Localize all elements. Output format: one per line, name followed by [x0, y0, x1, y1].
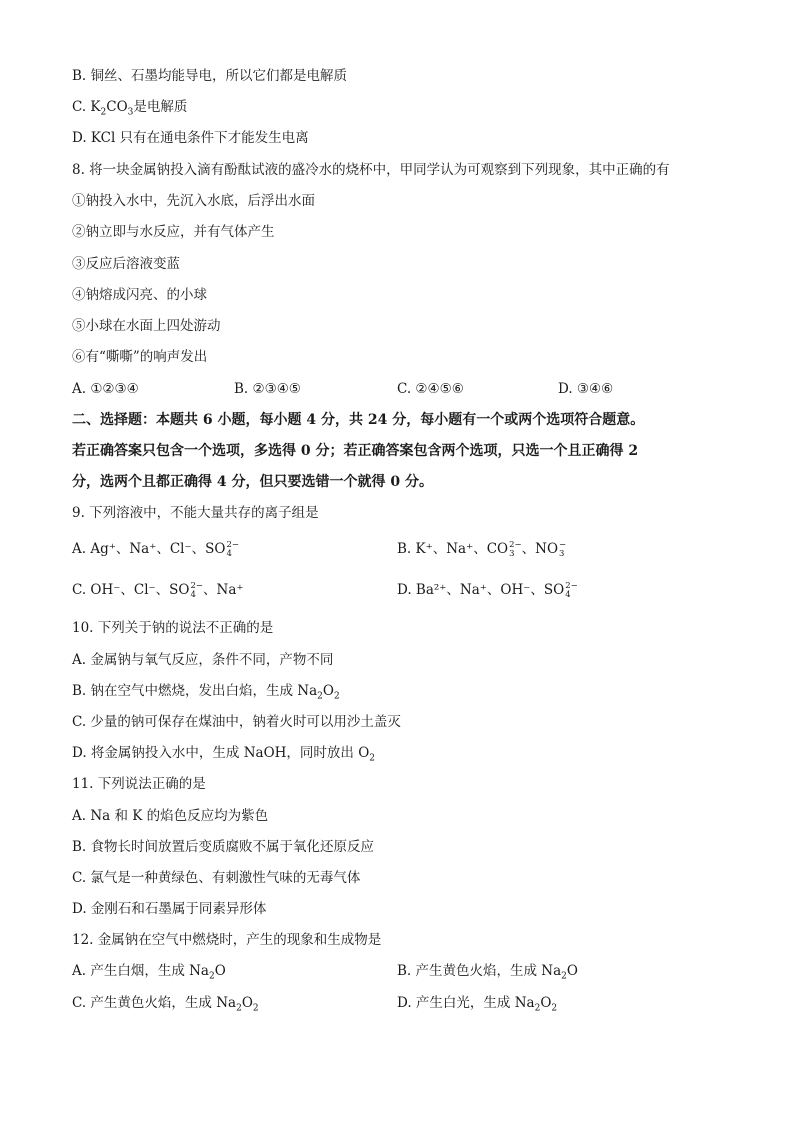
q9-option-b: B. K⁺、Na⁺、CO 2− 3 、NO − 3 — [397, 539, 567, 559]
section-2-line-2: 若正确答案只包含一个选项，多选得 0 分；若正确答案包含两个选项，只选一个且正确得 2 — [72, 443, 639, 459]
q8-item-3: ③反应后溶液变蓝 — [72, 256, 180, 272]
q11-option-b: B. 食物长时间放置后变质腐败不属于氧化还原反应 — [72, 839, 375, 855]
q9-option-c: C. OH⁻、Cl⁻、SO 2− 4 、Na⁺ — [72, 580, 244, 600]
q9-option-a: A. Ag⁺、Na⁺、Cl⁻、SO 2− 4 — [72, 539, 239, 559]
q10-option-b: B. 钠在空气中燃烧，发出白焰，生成 $Na_2O_2$ — [72, 683, 340, 702]
q11-option-a: A. Na 和 K 的焰色反应均为紫色 — [72, 808, 269, 824]
q8-item-5: ⑤小球在水面上四处游动 — [72, 318, 221, 334]
q9-option-d: D. Ba²⁺、Na⁺、OH⁻、SO 2− 4 — [397, 580, 578, 600]
q8-option-c: C. ②④⑤⑥ — [397, 381, 464, 397]
q8-item-1: ①钠投入水中，先沉入水底，后浮出水面 — [72, 193, 315, 209]
q11-option-d: D. 金刚石和石墨属于同素异形体 — [72, 901, 267, 917]
q11-option-c: C. 氯气是一种黄绿色、有刺激性气味的无毒气体 — [72, 870, 361, 886]
q10-option-a: A. 金属钠与氧气反应，条件不同，产物不同 — [72, 652, 334, 668]
q9-stem: 9. 下列溶液中，不能大量共存的离子组是 — [72, 505, 319, 521]
q8-item-6: ⑥有“嘶嘶”的响声发出 — [72, 349, 208, 365]
q8-option-b: B. ②③④⑤ — [234, 381, 301, 397]
section-2-line-3: 分，选两个且都正确得 4 分，但只要选错一个就得 0 分。 — [72, 474, 433, 490]
q12-option-d: D. 产生白光，生成 $Na_2O_2$ — [397, 995, 558, 1014]
section-2-line-1: 二、选择题：本题共 6 小题，每小题 4 分，共 24 分，每小题有一个或两个选项符合题意。 — [72, 412, 645, 428]
q7-option-c: C. $K_2CO_3$是电解质 — [72, 99, 188, 118]
q12-option-c: C. 产生黄色火焰，生成 $Na_2O_2$ — [72, 995, 259, 1014]
q10-stem: 10. 下列关于钠的说法不正确的是 — [72, 620, 274, 636]
q10-option-d: D. 将金属钠投入水中，生成 NaOH，同时放出 $O_2$ — [72, 745, 376, 764]
q10-option-c: C. 少量的钠可保存在煤油中，钠着火时可以用沙土盖灭 — [72, 714, 401, 730]
q12-option-b: B. 产生黄色火焰，生成 $Na_2O$ — [397, 963, 578, 982]
q8-option-d: D. ③④⑥ — [558, 381, 614, 397]
q12-stem: 12. 金属钠在空气中燃烧时，产生的现象和生成物是 — [72, 932, 382, 948]
q8-item-2: ②钠立即与水反应，并有气体产生 — [72, 224, 275, 240]
q8-option-a: A. ①②③④ — [72, 381, 139, 397]
q11-stem: 11. 下列说法正确的是 — [72, 776, 206, 792]
q7-option-b: B. 铜丝、石墨均能导电，所以它们都是电解质 — [72, 68, 348, 84]
q7-option-d: D. KCl 只有在通电条件下才能发生电离 — [72, 130, 309, 146]
q8-stem: 8. 将一块金属钠投入滴有酚酞试液的盛冷水的烧杯中，甲同学认为可观察到下列现象，其中正确的有 — [72, 162, 670, 178]
q12-option-a: A. 产生白烟，生成 $Na_2O$ — [72, 963, 226, 982]
q8-item-4: ④钠熔成闪亮、的小球 — [72, 287, 207, 303]
